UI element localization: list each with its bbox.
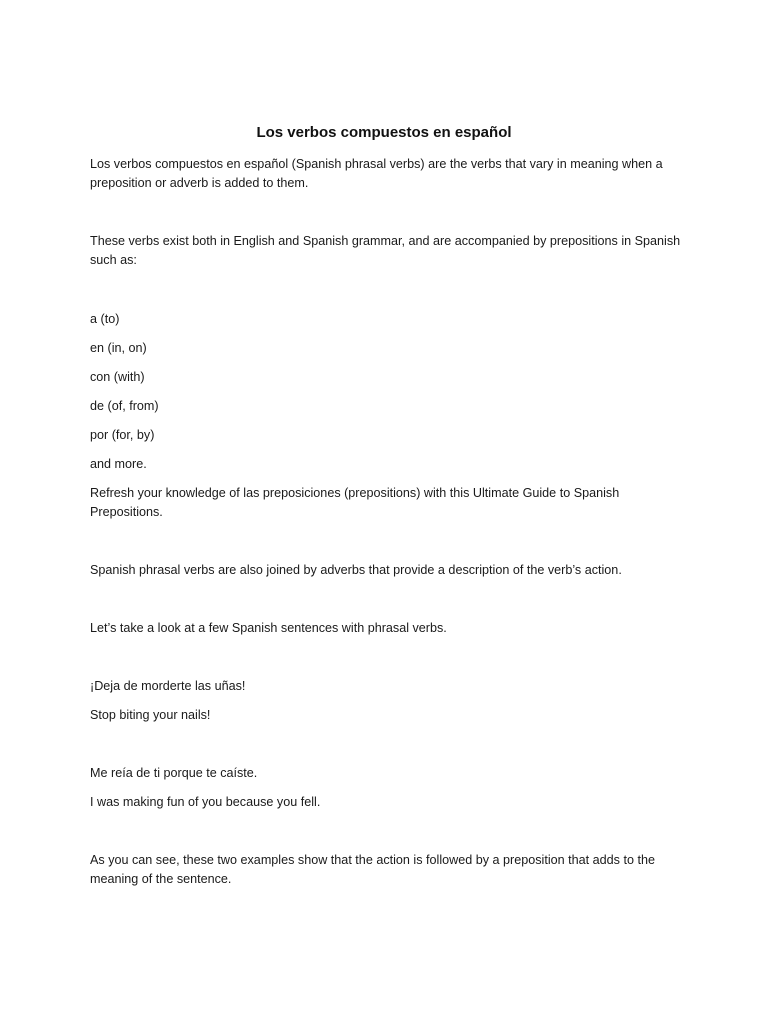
preposition-list-item: and more. xyxy=(90,457,147,471)
intro-paragraph: Los verbos compuestos en español (Spanish phrasal verbs) are the verbs that vary in meaning when a preposition or adverb is added to them. xyxy=(90,157,663,190)
example-sentence-spanish: Me reía de ti porque te caíste. xyxy=(90,766,258,780)
preposition-list-item: de (of, from) xyxy=(90,399,159,413)
conclusion-paragraph: As you can see, these two examples show that the action is followed by a preposition that adds to the meaning of the sentence. xyxy=(90,853,655,886)
preposition-list-item: por (for, by) xyxy=(90,428,155,442)
examples-intro-paragraph: Let’s take a look at a few Spanish sentences with phrasal verbs. xyxy=(90,621,447,635)
prepositions-intro-paragraph: These verbs exist both in English and Spanish grammar, and are accompanied by prepositions in Spanish such as: xyxy=(90,234,681,267)
example-sentence-english: Stop biting your nails! xyxy=(90,708,211,722)
example-sentence-english: I was making fun of you because you fell. xyxy=(90,795,321,809)
adverbs-paragraph: Spanish phrasal verbs are also joined by adverbs that provide a description of the verb’s action. xyxy=(90,563,622,577)
example-sentence-spanish: ¡Deja de morderte las uñas! xyxy=(90,679,246,693)
preposition-list-item: en (in, on) xyxy=(90,341,147,355)
document-title: Los verbos compuestos en español xyxy=(256,124,512,141)
refresh-knowledge-paragraph: Refresh your knowledge of las preposiciones (prepositions) with this Ultimate Guide to Spanish Prepositions. xyxy=(90,486,620,519)
preposition-list-item: con (with) xyxy=(90,370,145,384)
preposition-list-item: a (to) xyxy=(90,312,120,326)
